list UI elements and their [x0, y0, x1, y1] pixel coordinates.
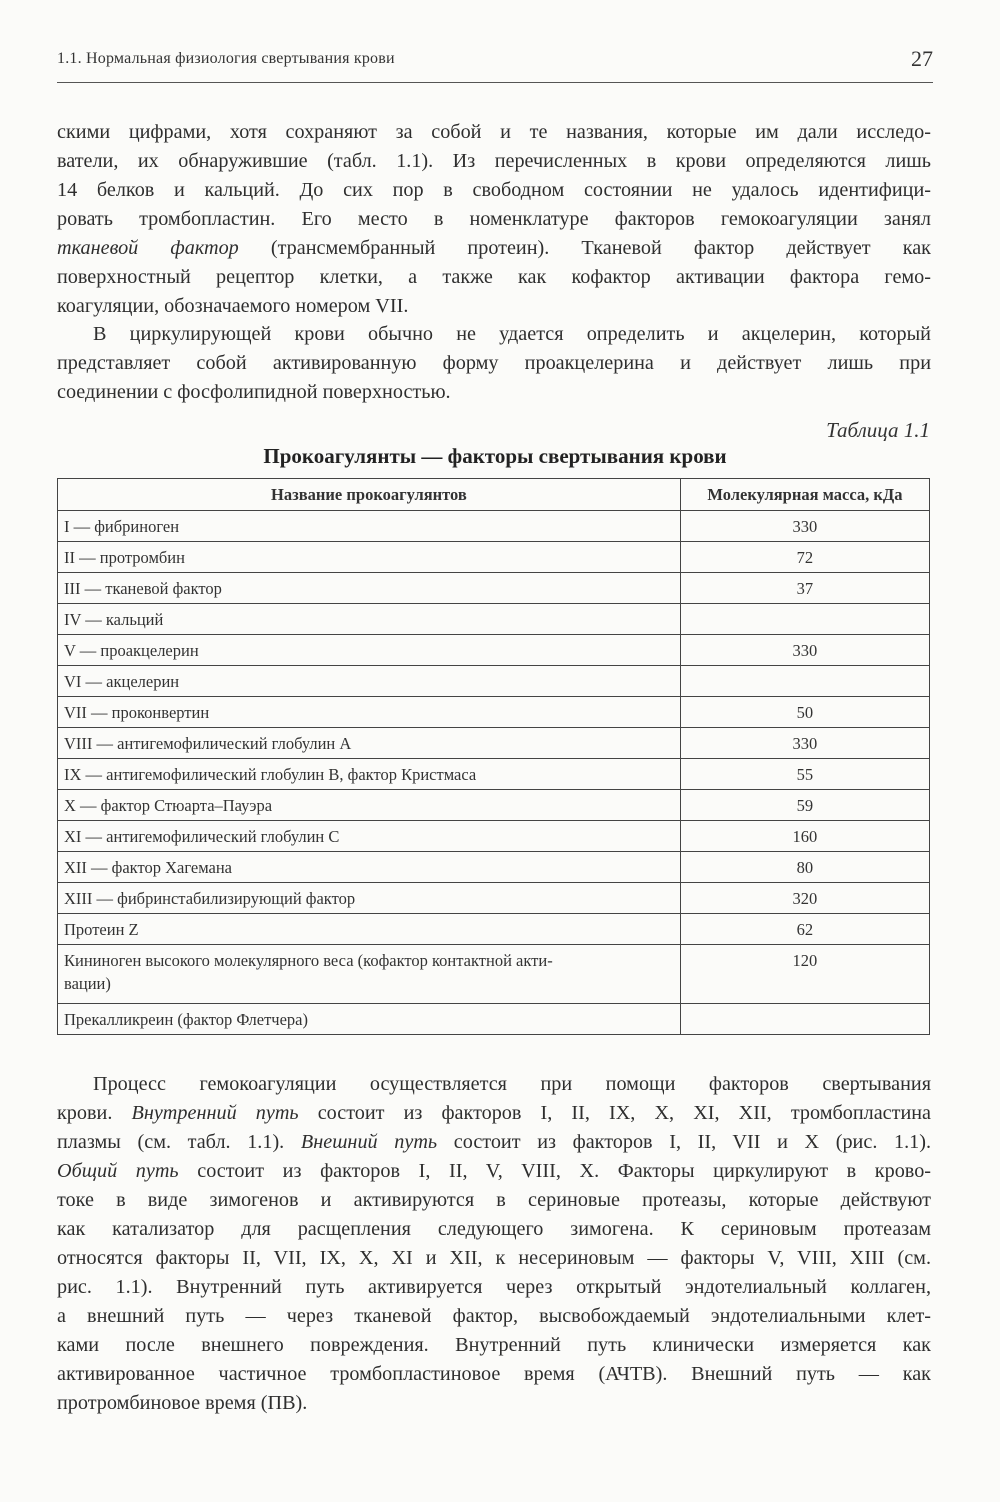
text-line: относятся факторы II, VII, IX, X, XI и XII, к несериновым — факторы V, VIII, XIII (см. — [57, 1247, 931, 1269]
factor-name: XI — антигемофилический глобулин С — [64, 827, 340, 846]
factor-name: II — протромбин — [64, 548, 185, 567]
factor-name: VIII — антигемофилический глобулин А — [64, 734, 352, 753]
table-row — [58, 604, 930, 635]
table-title: Прокоагулянты — факторы свертывания крови — [263, 444, 727, 468]
table-row — [58, 821, 930, 852]
text-line: ровать тромбопластин. Его место в номенклатуре факторов гемокоагуляции занял — [57, 208, 931, 230]
molecular-mass-cell: 120 — [680, 945, 929, 1004]
text-line: соединении с фосфолипидной поверхностью. — [57, 381, 451, 403]
factor-name: VII — проконвертин — [64, 703, 210, 722]
factor-name-cell — [58, 883, 681, 914]
page-number: 27 — [911, 46, 933, 71]
table-label: Таблица 1.1 — [826, 418, 930, 442]
molecular-mass-cell: 37 — [680, 573, 929, 604]
molecular-mass-cell: 320 — [680, 883, 929, 914]
text-fragment: (трансмембранный протеин). Тканевой фактор действует как — [270, 237, 931, 259]
text-line: коагуляции, обозначаемого номером VII. — [57, 295, 409, 317]
molecular-mass-cell: 59 — [680, 790, 929, 821]
text-line: Процесс гемокоагуляции осуществляется при помощи факторов свертывания — [93, 1073, 931, 1095]
molecular-mass-cell: 62 — [680, 914, 929, 945]
table-row — [58, 790, 930, 821]
factor-name-cell — [58, 635, 681, 666]
factor-name: Прекалликреин (фактор Флетчера) — [64, 1010, 308, 1029]
text-fragment: состоит из факторов I, II, V, VIII, X. Факторы циркулируют в крово- — [197, 1160, 932, 1182]
factor-name-cell — [58, 1004, 681, 1035]
table-row — [58, 759, 930, 790]
body-paragraph — [57, 1070, 931, 1418]
intro-paragraph-2 — [57, 320, 931, 407]
text-line: а внешний путь — через тканевой фактор, высвобождаемый эндотелиальными клет- — [57, 1305, 931, 1327]
factor-name-cell — [58, 852, 681, 883]
factor-name: V — проакцелерин — [64, 641, 199, 660]
table-row — [58, 914, 930, 945]
text-fragment: состоит из факторов I, II, IX, X, XI, XII, тромбопластина — [317, 1102, 932, 1124]
factor-name-cell — [58, 821, 681, 852]
factor-name: III — тканевой фактор — [64, 579, 222, 598]
factor-name-cell — [58, 790, 681, 821]
table-row — [58, 573, 930, 604]
molecular-mass-cell — [680, 604, 929, 635]
table-row — [58, 852, 930, 883]
molecular-mass-cell — [680, 666, 929, 697]
text-line — [57, 1128, 931, 1157]
italic-term: тканевой фактор — [57, 237, 239, 259]
running-title: 1.1. Нормальная физиология свертывания крови — [57, 50, 395, 67]
factor-name-cell — [58, 945, 681, 1004]
factor-name-cell — [58, 666, 681, 697]
text-fragment: состоит из факторов I, II, VII и X (рис. 1.1). — [453, 1131, 932, 1153]
text-line: 14 белков и кальций. До сих пор в свободном состоянии не удалось идентифици- — [57, 179, 931, 201]
table-row — [58, 542, 930, 573]
column-header-mass: Молекулярная масса, кДа — [680, 479, 929, 511]
molecular-mass-cell — [680, 1004, 929, 1035]
molecular-mass-cell: 55 — [680, 759, 929, 790]
factor-name-cell — [58, 697, 681, 728]
text-line: представляет собой активированную форму проакцелерина и действует лишь при — [57, 352, 931, 374]
factor-name: VI — акцелерин — [64, 672, 180, 691]
table-row — [58, 511, 930, 542]
text-line: активированное частичное тромбопластиновое время (АЧТВ). Внешний путь — как — [57, 1363, 931, 1385]
factor-name: IV — кальций — [64, 610, 164, 629]
factor-name-cell — [58, 604, 681, 635]
text-line: ками после внешнего повреждения. Внутренний путь клинически измеряется как — [57, 1334, 931, 1356]
column-header-name: Название прокоагулянтов — [58, 479, 681, 511]
factor-name-cell — [58, 759, 681, 790]
factor-name-cell — [58, 573, 681, 604]
text-line: протромбиновое время (ПВ). — [57, 1392, 308, 1414]
factor-name: XII — фактор Хагемана — [64, 858, 233, 877]
molecular-mass-cell: 330 — [680, 511, 929, 542]
factor-name-continued: вации) — [64, 974, 111, 993]
running-header — [57, 44, 933, 83]
factor-name-cell — [58, 728, 681, 759]
factor-name: Протеин Z — [64, 920, 139, 939]
text-line — [57, 1157, 931, 1186]
text-fragment: крови. — [57, 1102, 113, 1124]
italic-term: Внешний путь — [300, 1131, 438, 1153]
molecular-mass-cell: 160 — [680, 821, 929, 852]
text-line: токе в виде зимогенов и активируются в сериновые протеазы, которые действуют — [57, 1189, 931, 1211]
factor-name: XIII — фибринстабилизирующий фактор — [64, 889, 356, 908]
molecular-mass-cell: 50 — [680, 697, 929, 728]
factor-name: IX — антигемофилический глобулин В, фактор Кристмаса — [64, 765, 477, 784]
table-header-row — [58, 479, 930, 511]
text-line: как катализатор для расщепления следующего зимогена. К сериновым протеазам — [57, 1218, 931, 1240]
factor-name: I — фибриноген — [64, 517, 180, 536]
text-line: поверхностный рецептор клетки, а также как кофактор активации фактора гемо- — [57, 266, 931, 288]
italic-term: Общий путь — [57, 1160, 179, 1182]
text-line — [57, 1099, 931, 1128]
factors-table — [57, 478, 930, 1035]
table-row — [58, 1004, 930, 1035]
table-row — [58, 697, 930, 728]
table-row — [58, 666, 930, 697]
factor-name-cell — [58, 914, 681, 945]
table-row — [58, 635, 930, 666]
text-line: В циркулирующей крови обычно не удается определить и акцелерин, который — [93, 323, 931, 345]
factor-name-cell — [58, 511, 681, 542]
table-row — [58, 883, 930, 914]
italic-term: Внутренний путь — [131, 1102, 299, 1124]
molecular-mass-cell: 80 — [680, 852, 929, 883]
factor-name: Кининоген высокого молекулярного веса (кофактор контактной акти- — [64, 951, 553, 970]
factor-name-cell — [58, 542, 681, 573]
text-line: ватели, их обнаружившие (табл. 1.1). Из перечисленных в крови определяются лишь — [57, 150, 931, 172]
table-row — [58, 728, 930, 759]
molecular-mass-cell: 72 — [680, 542, 929, 573]
text-fragment: плазмы (см. табл. 1.1). — [57, 1131, 285, 1153]
text-line: скими цифрами, хотя сохраняют за собой и те названия, которые им дали исследо- — [57, 121, 931, 143]
intro-paragraph-1 — [57, 118, 931, 321]
table-row — [58, 945, 930, 1004]
factor-name: X — фактор Стюарта–Пауэра — [64, 796, 273, 815]
text-line — [57, 234, 931, 263]
text-line: рис. 1.1). Внутренний путь активируется через открытый эндотелиальный коллаген, — [57, 1276, 931, 1298]
molecular-mass-cell: 330 — [680, 728, 929, 759]
molecular-mass-cell: 330 — [680, 635, 929, 666]
